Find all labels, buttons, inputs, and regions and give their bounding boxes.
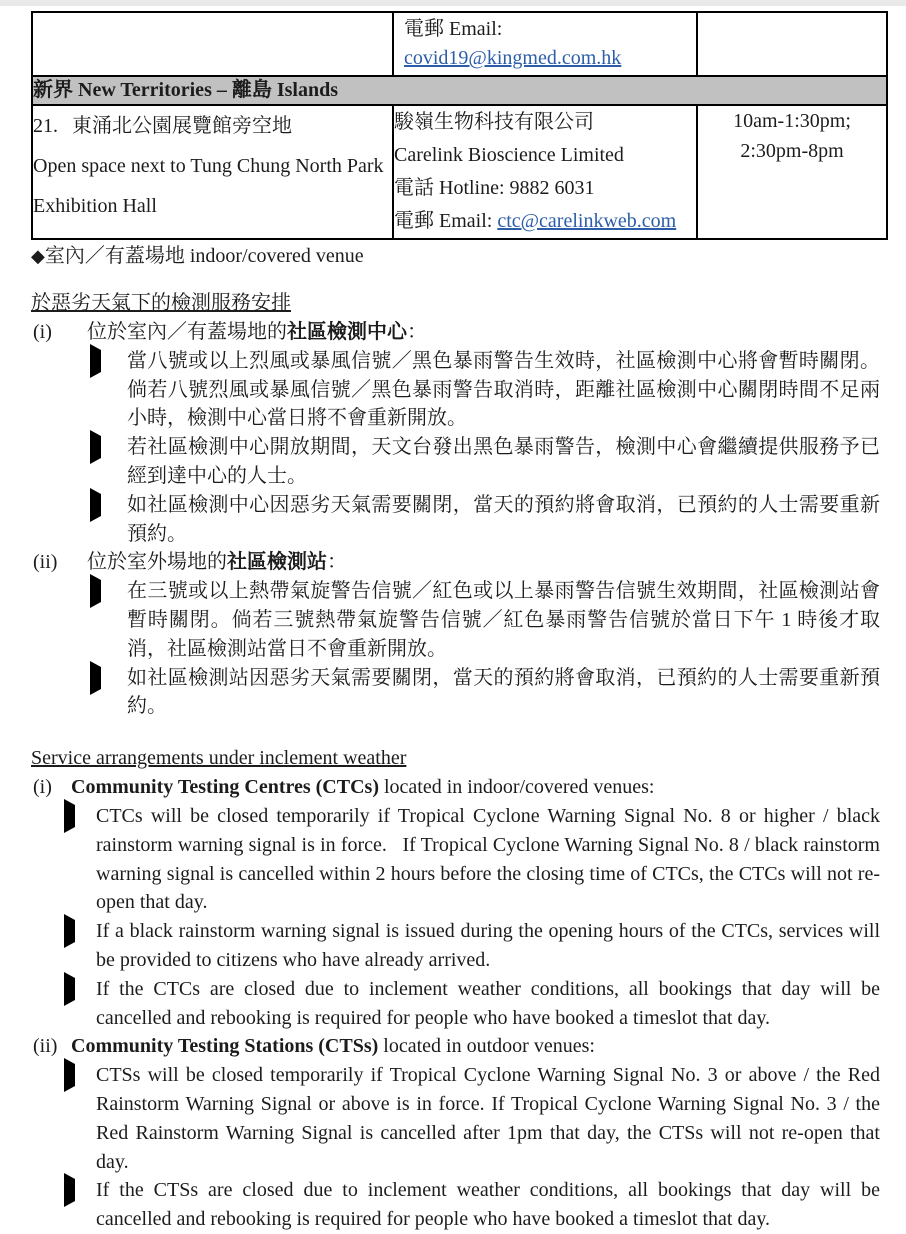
table-row-kingmed-partial bbox=[32, 12, 887, 76]
arrow-bullet-icon bbox=[90, 347, 127, 433]
zh-section-heading: 於惡劣天氣下的檢測服務安排 bbox=[31, 292, 291, 314]
en-bullet: If the CTSs are closed due to inclement weather conditions, all bookings that day will be cancelled and rebooking is required for people who have booked a timeslot that day. bbox=[64, 1176, 880, 1234]
venue-name-en-line1: Open space next to Tung Chung North Park bbox=[33, 155, 384, 177]
diamond-icon: ◆ bbox=[31, 246, 45, 267]
empty-hours-cell bbox=[697, 12, 887, 76]
venue-type-legend bbox=[31, 242, 880, 271]
en-item-i bbox=[31, 773, 880, 802]
legend-text: 室內／有蓋場地 indoor/covered venue bbox=[44, 245, 364, 267]
en-section-heading: Service arrangements under inclement weather bbox=[31, 747, 407, 770]
zh-item-i bbox=[31, 318, 880, 347]
kingmed-contact-cell bbox=[393, 12, 697, 76]
en-item-ii bbox=[31, 1032, 880, 1061]
arrow-bullet-icon bbox=[90, 664, 127, 722]
hours-cell bbox=[697, 105, 887, 239]
table-row-section-header bbox=[32, 76, 887, 105]
venue-number: 21. bbox=[33, 115, 58, 137]
venues-table bbox=[31, 11, 888, 240]
zh-item-ii bbox=[31, 548, 880, 577]
list-marker-i: (i) bbox=[33, 776, 52, 799]
zh-bullet: 在三號或以上熱帶氣旋警告信號／紅色或以上暴雨警告信號生效期間，社區檢測站會暫時關閉。倘若三號熱帶氣旋警告信號／紅色暴雨警告信號於當日下午 1 時後才取消，社區檢測站當日不會重新開放。 bbox=[90, 577, 880, 663]
operator-cell bbox=[393, 105, 697, 239]
en-item-i-text: Community Testing Centres (CTCs) located in indoor/covered venues: bbox=[71, 776, 655, 799]
operator-hotline: 電話 Hotline: 9882 6031 bbox=[394, 177, 595, 199]
list-marker-ii: (ii) bbox=[33, 551, 58, 574]
zh-bullet: 若社區檢測中心開放期間，天文台發出黑色暴雨警告，檢測中心會繼續提供服務予已經到達中心的人士。 bbox=[90, 433, 880, 491]
en-bullet: CTCs will be closed temporarily if Tropical Cyclone Warning Signal No. 8 or higher / black rainstorm warning signal is in force. If Tropical Cyclone Warning Signal No. 8 / black rainstorm warning signal is cancelled within 2 hours before the closing time of CTCs, the CTCs will not re-open that day. bbox=[64, 802, 880, 917]
list-marker-i: (i) bbox=[33, 321, 52, 343]
operator-name-en: Carelink Bioscience Limited bbox=[394, 144, 624, 166]
en-bullet: CTSs will be closed temporarily if Tropical Cyclone Warning Signal No. 3 or above / the Red Rainstorm Warning Signal or above is in force. If Tropical Cyclone Warning Signal No. 3 / the Red Rainstorm Warning Signal is cancelled after 1pm that day, the CTSs will not re-open that day. bbox=[64, 1061, 880, 1176]
arrow-bullet-icon bbox=[64, 802, 96, 917]
arrow-bullet-icon bbox=[64, 1176, 96, 1234]
en-bullet: If a black rainstorm warning signal is issued during the opening hours of the CTCs, services will be provided to citizens who have already arrived. bbox=[64, 917, 880, 975]
section-header-new-territories-islands: 新界 New Territories – 離島 Islands bbox=[32, 76, 887, 105]
hours-line2: 2:30pm-8pm bbox=[740, 140, 844, 162]
table-row-venue-21 bbox=[32, 105, 887, 239]
venue-cell bbox=[32, 105, 393, 239]
en-item-ii-text: Community Testing Stations (CTSs) located in outdoor venues: bbox=[71, 1035, 595, 1058]
zh-bullet: 當八號或以上烈風或暴風信號／黑色暴雨警告生效時，社區檢測中心將會暫時關閉。倘若八號烈風或暴風信號／黑色暴雨警告取消時，距離社區檢測中心關閉時間不足兩小時，檢測中心當日將不會重新開放。 bbox=[90, 347, 880, 433]
venue-name-en-line2: Exhibition Hall bbox=[33, 195, 157, 217]
hyperlink-kingmed-email[interactable]: covid19@kingmed.com.hk bbox=[404, 47, 622, 69]
zh-bullet: 如社區檢測站因惡劣天氣需要關閉，當天的預約將會取消，已預約的人士需要重新預約。 bbox=[90, 664, 880, 722]
venue-name-zh: 21. 東涌北公園展覽館旁空地 bbox=[33, 106, 392, 146]
arrow-bullet-icon bbox=[90, 577, 127, 663]
hyperlink-carelink-email[interactable]: ctc@carelinkweb.com bbox=[497, 210, 677, 232]
email-label: 電郵 Email: bbox=[394, 210, 498, 232]
en-bullet: If the CTCs are closed due to inclement weather conditions, all bookings that day will be cancelled and rebooking is required for people who have booked a timeslot that day. bbox=[64, 975, 880, 1033]
operator-email-line bbox=[394, 205, 696, 238]
zh-item-ii-text: 位於室外場地的社區檢測站： bbox=[87, 551, 347, 574]
arrow-bullet-icon bbox=[90, 433, 127, 491]
zh-item-i-text: 位於室內／有蓋場地的社區檢測中心： bbox=[87, 321, 427, 343]
arrow-bullet-icon bbox=[90, 491, 127, 549]
arrow-bullet-icon bbox=[64, 1061, 96, 1176]
hours-line1: 10am-1:30pm; bbox=[733, 110, 851, 132]
list-marker-ii: (ii) bbox=[33, 1035, 58, 1058]
zh-bullet: 如社區檢測中心因惡劣天氣需要關閉，當天的預約將會取消，已預約的人士需要重新預約。 bbox=[90, 491, 880, 549]
arrow-bullet-icon bbox=[64, 917, 96, 975]
document-page bbox=[0, 6, 906, 1234]
operator-name-zh: 駿嶺生物科技有限公司 bbox=[394, 111, 594, 133]
empty-venue-cell bbox=[32, 12, 393, 76]
email-label: 電郵 Email: bbox=[404, 18, 503, 40]
arrow-bullet-icon bbox=[64, 975, 96, 1033]
